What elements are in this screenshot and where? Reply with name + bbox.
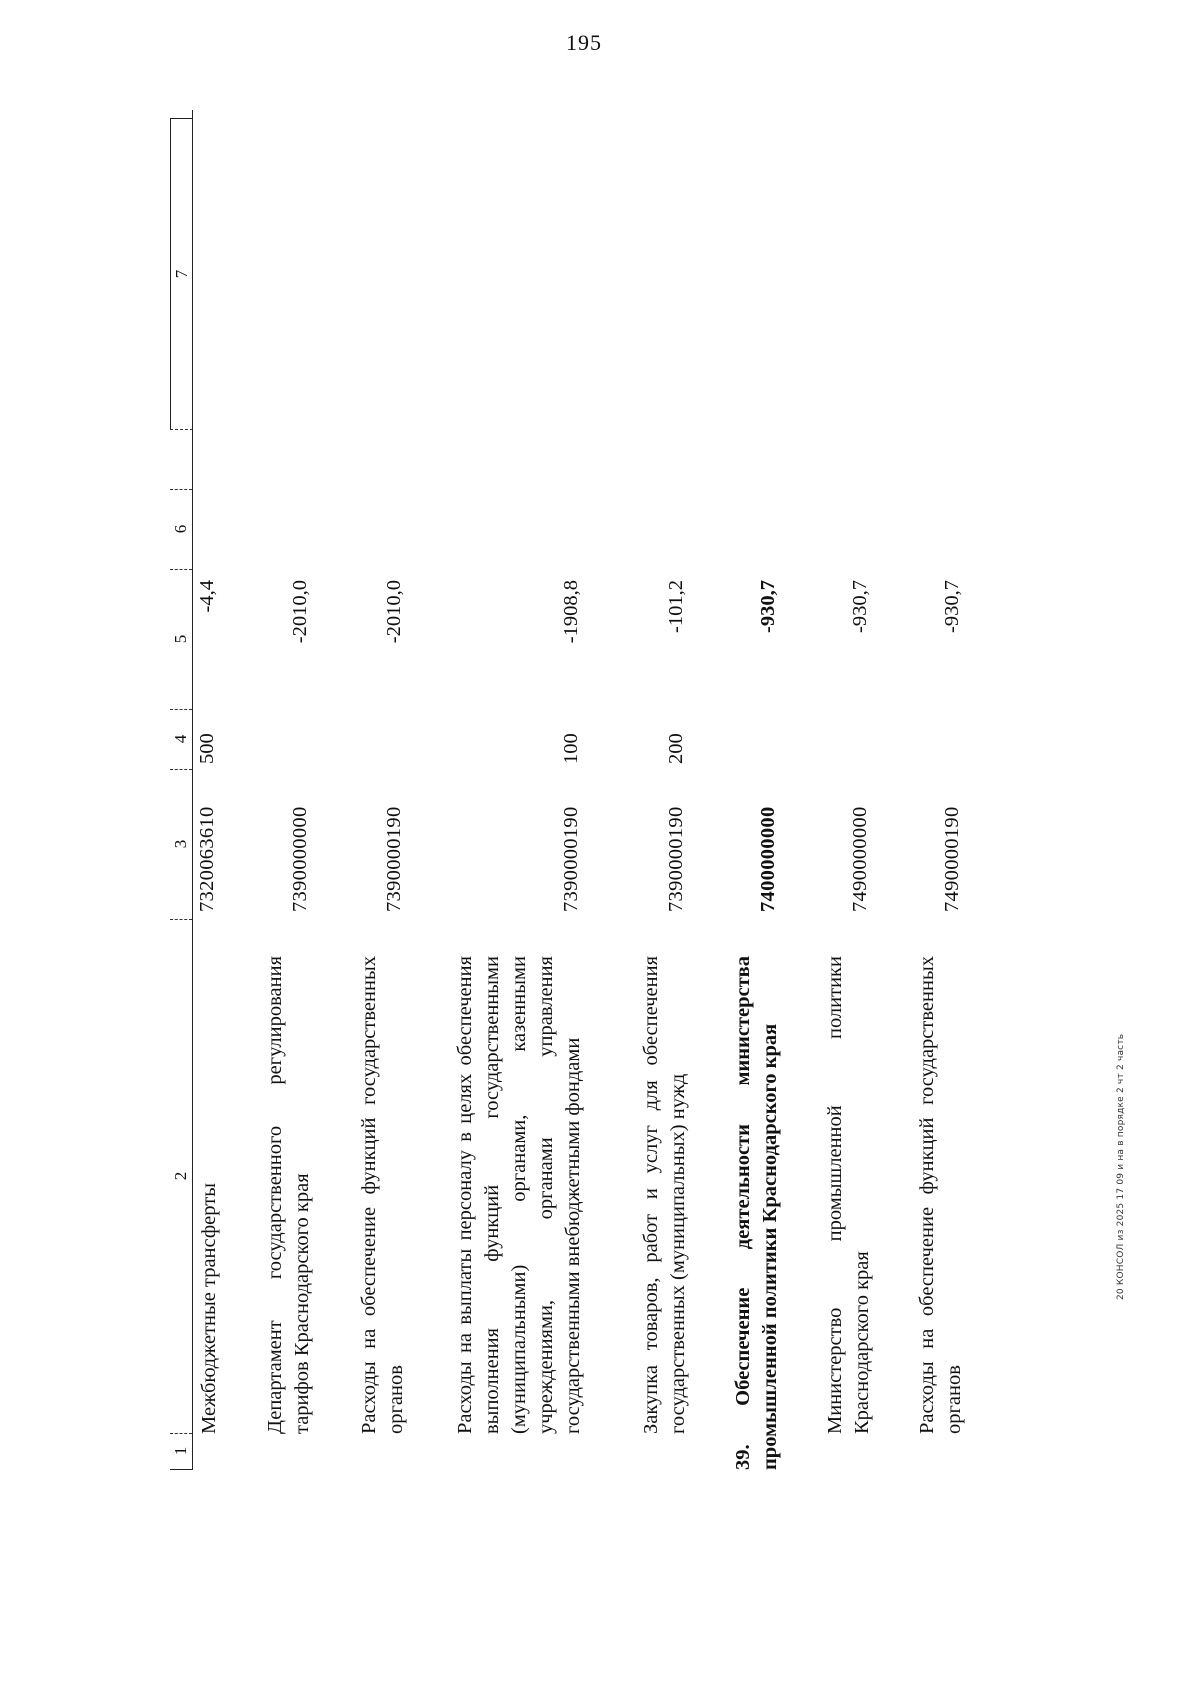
row-amount: -2010,0 <box>383 580 405 644</box>
row-code: 7400000000 <box>757 806 779 912</box>
row-code: 7490000000 <box>849 806 871 912</box>
table-header <box>170 110 193 1470</box>
page-number: 195 <box>566 30 602 55</box>
row-code: 7390000190 <box>560 806 582 912</box>
row-amount: -930,7 <box>941 580 963 633</box>
header-col-7: 7 <box>170 118 193 430</box>
row-name: Закупка товаров, работ и услуг для обеспечения государственных (муниципальных) нужд <box>640 956 689 1434</box>
row-name <box>730 956 784 1470</box>
row-amount: -930,7 <box>849 580 871 633</box>
row-name: Департамент государственного регулирования тарифов Краснодарского края <box>264 956 313 1434</box>
row-name-text: Обеспечение деятельности министерства промышленной политики Краснодарского края <box>732 956 781 1470</box>
header-col-2: 2 <box>170 919 192 1434</box>
header-col-1: 1 <box>170 1433 192 1470</box>
row-amount: -4,4 <box>196 580 218 613</box>
row-code: 7490000190 <box>941 806 963 912</box>
row-vr: 500 <box>196 733 218 764</box>
header-col-6: 6 <box>170 489 192 570</box>
header-col-5: 5 <box>170 569 192 710</box>
row-amount: -2010,0 <box>289 580 311 644</box>
header-col-spacer <box>170 429 192 490</box>
footer-stamp: 20 КОНСОЛ из 2025 17 09 и на в порядке 2 чт 2 часть <box>1116 1033 1126 1300</box>
row-name: Расходы на обеспечение функций государственных органов <box>358 956 407 1434</box>
row-vr: 200 <box>665 733 687 764</box>
row-code: 7390000190 <box>665 806 687 912</box>
row-name: Расходы на выплаты персоналу в целях обеспечения выполнения функций государственными (муниципальными) органами, казенными учреждениями, органами управления государственными внебюджетными фондами <box>454 956 584 1434</box>
budget-table <box>170 110 1070 1470</box>
row-name: Расходы на обеспечение функций государственных органов <box>916 956 965 1434</box>
row-vr: 100 <box>560 733 582 764</box>
row-amount: -1908,8 <box>560 580 582 644</box>
row-amount: -930,7 <box>757 580 779 633</box>
row-code: 7390000190 <box>383 806 405 912</box>
row-code: 7320063610 <box>196 806 218 912</box>
row-code: 7390000000 <box>289 806 311 912</box>
row-amount: -101,2 <box>665 580 687 633</box>
row-number: 39. <box>732 1444 754 1470</box>
header-col-4: 4 <box>170 709 192 770</box>
row-name: Межбюджетные трансферты <box>198 1183 220 1434</box>
header-col-3: 3 <box>170 769 192 920</box>
row-name: Министерство промышленной политики Краснодарского края <box>824 956 873 1434</box>
